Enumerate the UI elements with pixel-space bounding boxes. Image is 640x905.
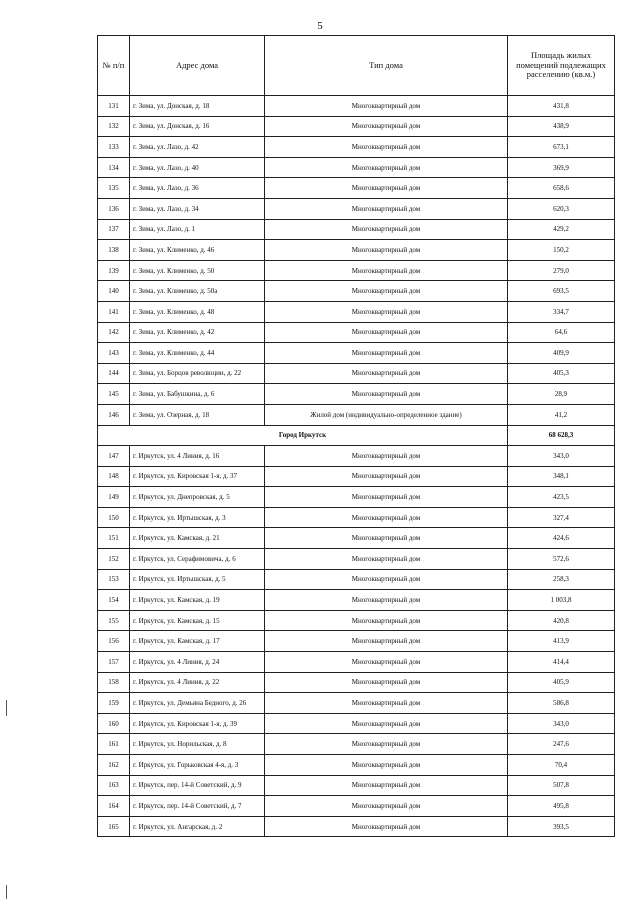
cell-type: Многоквартирный дом — [265, 631, 508, 652]
header-type: Тип дома — [265, 36, 508, 96]
cell-area: 438,9 — [508, 116, 615, 137]
cell-num: 165 — [98, 816, 130, 837]
table-row — [98, 569, 615, 590]
cell-num: 162 — [98, 755, 130, 776]
cell-num: 148 — [98, 466, 130, 487]
cell-num: 147 — [98, 446, 130, 467]
table-row — [98, 549, 615, 570]
cell-area: 279,0 — [508, 260, 615, 281]
cell-area: 334,7 — [508, 301, 615, 322]
cell-num: 138 — [98, 240, 130, 261]
cell-type: Многоквартирный дом — [265, 734, 508, 755]
cell-type: Многоквартирный дом — [265, 157, 508, 178]
cell-num: 163 — [98, 775, 130, 796]
group-irkutsk — [98, 425, 615, 446]
cell-type: Многоквартирный дом — [265, 693, 508, 714]
cell-num: 137 — [98, 219, 130, 240]
cell-address: г. Зима, ул. Лазо, д. 40 — [130, 157, 265, 178]
table-row — [98, 137, 615, 158]
cell-type: Многоквартирный дом — [265, 96, 508, 117]
cell-address: г. Иркутск, ул. 4 Линия, д. 16 — [130, 446, 265, 467]
table-row — [98, 590, 615, 611]
table-row — [98, 775, 615, 796]
header-area: Площадь жилых помещений подлежащих расселению (кв.м.) — [508, 36, 615, 96]
cell-num: 152 — [98, 549, 130, 570]
cell-address: г. Зима, ул. Донская, д. 18 — [130, 96, 265, 117]
cell-area: 1 003,8 — [508, 590, 615, 611]
cell-area: 41,2 — [508, 404, 615, 425]
cell-num: 149 — [98, 487, 130, 508]
cell-address: г. Иркутск, ул. Иртышская, д. 3 — [130, 507, 265, 528]
cell-area: 258,3 — [508, 569, 615, 590]
cell-address: г. Зима, ул. Клименко, д. 46 — [130, 240, 265, 261]
table-row — [98, 322, 615, 343]
group-title: Город Иркутск — [98, 425, 508, 446]
table-row — [98, 446, 615, 467]
table-row — [98, 343, 615, 364]
group-total: 68 628,3 — [508, 425, 615, 446]
table-row — [98, 198, 615, 219]
cell-num: 164 — [98, 796, 130, 817]
cell-num: 139 — [98, 260, 130, 281]
cell-address: г. Зима, ул. Клименко, д. 50а — [130, 281, 265, 302]
margin-mark — [6, 700, 7, 716]
cell-num: 131 — [98, 96, 130, 117]
cell-type: Многоквартирный дом — [265, 549, 508, 570]
table-row — [98, 260, 615, 281]
cell-type: Многоквартирный дом — [265, 116, 508, 137]
cell-type: Многоквартирный дом — [265, 590, 508, 611]
cell-area: 620,3 — [508, 198, 615, 219]
table-row — [98, 816, 615, 837]
cell-type: Многоквартирный дом — [265, 569, 508, 590]
table-row — [98, 466, 615, 487]
cell-num: 141 — [98, 301, 130, 322]
cell-address: г. Зима, ул. Бабушкина, д. 6 — [130, 384, 265, 405]
cell-area: 327,4 — [508, 507, 615, 528]
table-row — [98, 652, 615, 673]
cell-area: 369,9 — [508, 157, 615, 178]
cell-area: 64,6 — [508, 322, 615, 343]
cell-address: г. Зима, ул. Клименко, д. 50 — [130, 260, 265, 281]
cell-area: 420,8 — [508, 610, 615, 631]
cell-address: г. Зима, ул. Клименко, д. 44 — [130, 343, 265, 364]
table-row — [98, 157, 615, 178]
cell-area: 409,9 — [508, 343, 615, 364]
cell-num: 150 — [98, 507, 130, 528]
cell-num: 145 — [98, 384, 130, 405]
cell-area: 343,0 — [508, 446, 615, 467]
table-header-row — [98, 36, 615, 96]
table-row — [98, 96, 615, 117]
table-row — [98, 487, 615, 508]
table-row — [98, 734, 615, 755]
cell-type: Многоквартирный дом — [265, 713, 508, 734]
table-row — [98, 672, 615, 693]
table-row — [98, 363, 615, 384]
cell-address: г. Зима, ул. Лазо, д. 36 — [130, 178, 265, 199]
cell-area: 507,8 — [508, 775, 615, 796]
cell-address: г. Зима, ул. Донская, д. 16 — [130, 116, 265, 137]
table-row — [98, 219, 615, 240]
cell-num: 132 — [98, 116, 130, 137]
cell-num: 146 — [98, 404, 130, 425]
cell-area: 673,1 — [508, 137, 615, 158]
cell-type: Многоквартирный дом — [265, 816, 508, 837]
cell-num: 144 — [98, 363, 130, 384]
cell-address: г. Зима, ул. Клименко, д. 42 — [130, 322, 265, 343]
cell-area: 495,8 — [508, 796, 615, 817]
cell-area: 413,9 — [508, 631, 615, 652]
cell-address: г. Иркутск, ул. Камская, д. 17 — [130, 631, 265, 652]
cell-address: г. Иркутск, ул. Иртышская, д. 5 — [130, 569, 265, 590]
cell-num: 151 — [98, 528, 130, 549]
table-row — [98, 610, 615, 631]
cell-address: г. Зима, ул. Лазо, д. 34 — [130, 198, 265, 219]
cell-area: 431,8 — [508, 96, 615, 117]
table-row — [98, 281, 615, 302]
cell-type: Многоквартирный дом — [265, 487, 508, 508]
margin-mark — [6, 885, 7, 899]
cell-type: Многоквартирный дом — [265, 384, 508, 405]
cell-num: 142 — [98, 322, 130, 343]
cell-type: Многоквартирный дом — [265, 796, 508, 817]
cell-area: 424,6 — [508, 528, 615, 549]
resettlement-table — [97, 35, 615, 837]
cell-area: 405,9 — [508, 672, 615, 693]
cell-address: г. Иркутск, ул. Норильская, д. 8 — [130, 734, 265, 755]
group-row — [98, 425, 615, 446]
cell-address: г. Иркутск, ул. Демьяна Бедного, д. 26 — [130, 693, 265, 714]
cell-type: Многоквартирный дом — [265, 219, 508, 240]
table-row — [98, 404, 615, 425]
cell-type: Многоквартирный дом — [265, 281, 508, 302]
cell-type: Многоквартирный дом — [265, 466, 508, 487]
cell-address: г. Зима, ул. Лазо, д. 1 — [130, 219, 265, 240]
cell-num: 156 — [98, 631, 130, 652]
cell-num: 136 — [98, 198, 130, 219]
cell-area: 414,4 — [508, 652, 615, 673]
cell-address: г. Зима, ул. Лазо, д. 42 — [130, 137, 265, 158]
rows-irkutsk — [98, 446, 615, 837]
table-row — [98, 755, 615, 776]
cell-address: г. Иркутск, ул. 4 Линия, д. 22 — [130, 672, 265, 693]
cell-num: 159 — [98, 693, 130, 714]
cell-area: 150,2 — [508, 240, 615, 261]
cell-area: 348,1 — [508, 466, 615, 487]
cell-address: г. Зима, ул. Борцов революции, д. 22 — [130, 363, 265, 384]
cell-num: 133 — [98, 137, 130, 158]
rows-zima — [98, 96, 615, 426]
cell-type: Многоквартирный дом — [265, 652, 508, 673]
cell-type: Многоквартирный дом — [265, 610, 508, 631]
cell-address: г. Иркутск, пер. 14-й Советский, д. 7 — [130, 796, 265, 817]
cell-address: г. Иркутск, ул. Ангарская, д. 2 — [130, 816, 265, 837]
cell-type: Многоквартирный дом — [265, 343, 508, 364]
cell-type: Многоквартирный дом — [265, 260, 508, 281]
cell-type: Многоквартирный дом — [265, 198, 508, 219]
cell-area: 405,3 — [508, 363, 615, 384]
table-row — [98, 240, 615, 261]
table-row — [98, 713, 615, 734]
cell-type: Многоквартирный дом — [265, 363, 508, 384]
cell-num: 135 — [98, 178, 130, 199]
cell-area: 28,9 — [508, 384, 615, 405]
cell-num: 153 — [98, 569, 130, 590]
cell-address: г. Иркутск, ул. Камская, д. 19 — [130, 590, 265, 611]
cell-address: г. Иркутск, ул. Камская, д. 15 — [130, 610, 265, 631]
cell-address: г. Иркутск, ул. Кировская 1-я, д. 39 — [130, 713, 265, 734]
cell-address: г. Иркутск, ул. Камская, д. 21 — [130, 528, 265, 549]
cell-type: Многоквартирный дом — [265, 507, 508, 528]
cell-type: Многоквартирный дом — [265, 528, 508, 549]
cell-num: 160 — [98, 713, 130, 734]
cell-num: 140 — [98, 281, 130, 302]
cell-area: 70,4 — [508, 755, 615, 776]
cell-num: 143 — [98, 343, 130, 364]
cell-area: 429,2 — [508, 219, 615, 240]
cell-address: г. Иркутск, пер. 14-й Советский, д. 9 — [130, 775, 265, 796]
cell-type: Многоквартирный дом — [265, 178, 508, 199]
cell-area: 393,5 — [508, 816, 615, 837]
cell-area: 693,5 — [508, 281, 615, 302]
cell-type: Многоквартирный дом — [265, 322, 508, 343]
cell-type: Жилой дом (индивидуально-определенное здание) — [265, 404, 508, 425]
cell-type: Многоквартирный дом — [265, 775, 508, 796]
cell-area: 247,6 — [508, 734, 615, 755]
cell-address: г. Иркутск, ул. 4 Линия, д. 24 — [130, 652, 265, 673]
cell-area: 343,0 — [508, 713, 615, 734]
table-row — [98, 384, 615, 405]
cell-address: г. Иркутск, ул. Горьковская 4-я, д. 3 — [130, 755, 265, 776]
table-row — [98, 116, 615, 137]
cell-type: Многоквартирный дом — [265, 137, 508, 158]
cell-area: 423,5 — [508, 487, 615, 508]
cell-area: 572,6 — [508, 549, 615, 570]
cell-num: 154 — [98, 590, 130, 611]
cell-address: г. Иркутск, ул. Серафимовича, д. 6 — [130, 549, 265, 570]
header-num: № п/п — [98, 36, 130, 96]
cell-num: 161 — [98, 734, 130, 755]
cell-num: 134 — [98, 157, 130, 178]
cell-address: г. Зима, ул. Клименко, д. 48 — [130, 301, 265, 322]
cell-address: г. Зима, ул. Озерная, д. 18 — [130, 404, 265, 425]
table-row — [98, 507, 615, 528]
cell-num: 155 — [98, 610, 130, 631]
table-row — [98, 178, 615, 199]
cell-address: г. Иркутск, ул. Кировская 1-я, д. 37 — [130, 466, 265, 487]
table-row — [98, 301, 615, 322]
cell-num: 157 — [98, 652, 130, 673]
cell-num: 158 — [98, 672, 130, 693]
header-address: Адрес дома — [130, 36, 265, 96]
table-row — [98, 528, 615, 549]
cell-type: Многоквартирный дом — [265, 672, 508, 693]
cell-type: Многоквартирный дом — [265, 301, 508, 322]
cell-address: г. Иркутск, ул. Днепровская, д. 5 — [130, 487, 265, 508]
table-row — [98, 631, 615, 652]
page-number: 5 — [317, 20, 323, 32]
cell-type: Многоквартирный дом — [265, 240, 508, 261]
cell-type: Многоквартирный дом — [265, 755, 508, 776]
cell-area: 658,6 — [508, 178, 615, 199]
cell-area: 586,8 — [508, 693, 615, 714]
table-row — [98, 693, 615, 714]
cell-type: Многоквартирный дом — [265, 446, 508, 467]
table-row — [98, 796, 615, 817]
